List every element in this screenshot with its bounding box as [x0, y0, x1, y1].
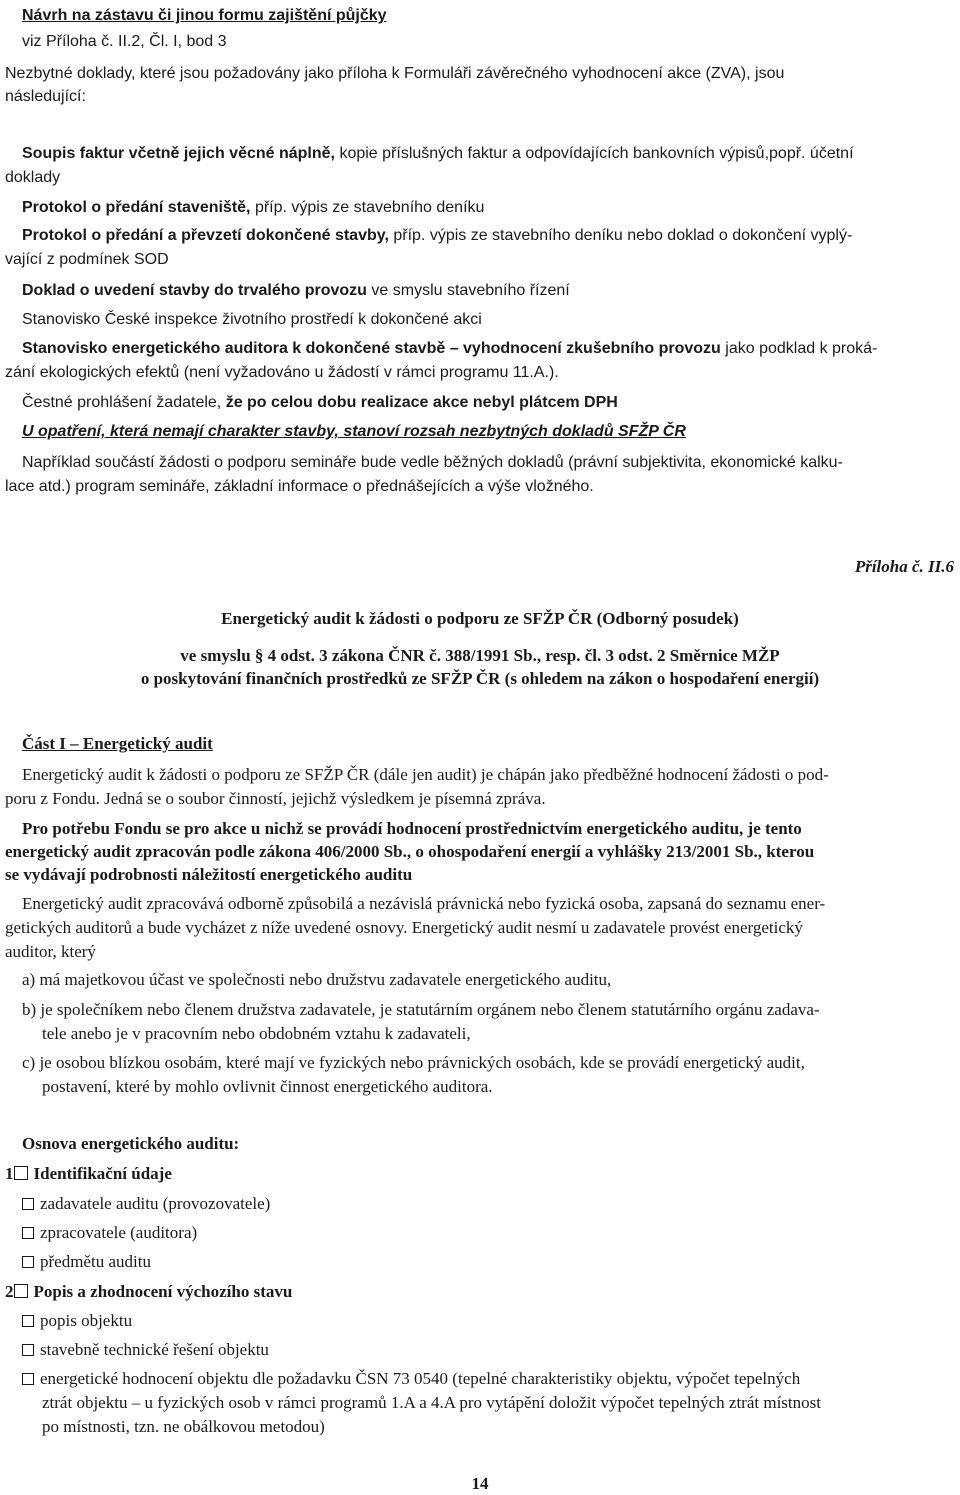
outline-s2-item-3-line1: energetické hodnocení objektu dle požadavku ČSN 73 0540 (tepelné charakteristiky objektu, výpočet tepelných: [22, 1368, 800, 1390]
appendix-subtitle1: ve smyslu § 4 odst. 3 zákona ČNR č. 388/1991 Sb., resp. čl. 3 odst. 2 Směrnice MŽP: [180, 646, 780, 665]
part1-p2-line2: energetický audit zpracován podle zákona 406/2000 Sb., o ohospodaření energií a vyhlášky 213/2001 Sb., kterou: [5, 842, 815, 861]
part1-p1-line1: Energetický audit k žádosti o podporu ze SFŽP ČR (dále jen audit) je chápán jako předběžné hodnocení žádosti o pod-: [22, 765, 829, 784]
outline-s2-item-2: stavebně technické řešení objektu: [22, 1339, 269, 1361]
part1-p3-line3: auditor, který: [5, 942, 96, 961]
part1-p1-line2: poru z Fondu. Jedná se o soubor činností, jejichž výsledkem je písemná zpráva.: [5, 789, 546, 808]
heading-collateral: Návrh na zástavu či jinou formu zajištění půjčky: [22, 7, 387, 24]
appendix-label: Příloha č. II.6: [854, 557, 954, 576]
page-number: 14: [471, 1474, 489, 1493]
checkbox-icon: [14, 1166, 28, 1180]
part1-heading: Část I – Energetický audit: [22, 734, 213, 753]
doc-item-auditor-opinion: Stanovisko energetického auditora k dokončené stavbě – vyhodnocení zkušebního provozu jako podklad k proká-: [22, 340, 878, 357]
outline-s1-item-1: zadavatele auditu (provozovatele): [22, 1193, 270, 1215]
outline-heading: Osnova energetického auditu:: [22, 1134, 240, 1153]
doc-item-inspection: Stanovisko České inspekce životního prostředí k dokončené akci: [22, 311, 482, 328]
documents-intro-line2: následující:: [5, 88, 86, 105]
doc-item-completion-protocol-cont: vající z podmínek SOD: [5, 251, 169, 268]
condition-b-line1: b) je společníkem nebo členem družstva zadavatele, je statutárním orgánem nebo členem statutárního orgánu zadava-: [22, 1000, 820, 1019]
doc-item-operation: Doklad o uvedení stavby do trvalého provozu ve smyslu stavebního řízení: [22, 282, 570, 299]
outline-s2-item-1: popis objektu: [22, 1310, 132, 1332]
appendix-title: Energetický audit k žádosti o podporu ze SFŽP ČR (Odborný posudek): [221, 609, 739, 628]
outline-s1-item-3: předmětu auditu: [22, 1251, 151, 1273]
doc-item-completion-protocol: Protokol o předání a převzetí dokončené stavby, příp. výpis ze stavebního deníku nebo doklad o dokončení vyplý-: [22, 227, 853, 244]
doc-item-auditor-opinion-cont: zání ekologických efektů (není vyžadováno u žádostí v rámci programu 11.A.).: [5, 364, 559, 381]
example-line2: lace atd.) program semináře, základní informace o přednášejících a výše vložného.: [5, 478, 594, 495]
documents-intro-line1: Nezbytné doklady, které jsou požadovány jako příloha k Formuláři závěrečného vyhodnocení akce (ZVA), jsou: [5, 65, 785, 82]
doc-item-vat-declaration: Čestné prohlášení žadatele, že po celou dobu realizace akce nebyl plátcem DPH: [22, 394, 618, 411]
appendix-subtitle2: o poskytování finančních prostředků ze SFŽP ČR (s ohledem na zákon o hospodaření energií): [140, 669, 820, 688]
checkbox-icon: [22, 1227, 34, 1239]
condition-c-line2: postavení, které by mohlo ovlivnit činnost energetického auditora.: [42, 1077, 493, 1096]
part1-p2-line1: Pro potřebu Fondu se pro akce u nichž se provádí hodnocení prostřednictvím energetického auditu, je tento: [22, 819, 802, 838]
outline-section-2: 2 Popis a zhodnocení výchozího stavu: [5, 1282, 293, 1301]
condition-a: a) má majetkovou účast ve společnosti nebo družstvu zadavatele energetického auditu,: [22, 970, 612, 989]
checkbox-icon: [14, 1284, 28, 1298]
example-line1: Například součástí žádosti o podporu semináře bude vedle běžných dokladů (právní subjektivita, ekonomické kalku-: [22, 454, 843, 471]
outline-s2-item-3-line2: ztrát objektu – u fyzických osob v rámci programů 1.A a 4.A pro vytápění doložit výpočet tepelných ztrát místnost: [42, 1393, 821, 1412]
condition-c-line1: c) je osobou blízkou osobám, které mají ve fyzických nebo právnických osobách, kde se provádí energetický audit,: [22, 1053, 805, 1072]
outline-s2-item-3-line3: po místnosti, tzn. ne obálkovou metodou): [42, 1417, 325, 1436]
doc-item-invoices: Soupis faktur včetně jejich věcné náplně, kopie příslušných faktur a odpovídajících bankovních výpisů,popř. účetní: [22, 145, 854, 162]
reference-line: viz Příloha č. II.2, Čl. I, bod 3: [22, 33, 227, 50]
doc-item-site-handover: Protokol o předání staveniště, příp. výpis ze stavebního deníku: [22, 199, 485, 216]
part1-p3-line1: Energetický audit zpracovává odborně způsobilá a nezávislá právnická nebo fyzická osoba, zapsaná do seznamu ener-: [22, 894, 826, 913]
outline-s1-item-2: zpracovatele (auditora): [22, 1222, 197, 1244]
checkbox-icon: [22, 1344, 34, 1356]
condition-b-line2: tele anebo je v pracovním nebo obdobném vztahu k zadavateli,: [42, 1024, 471, 1043]
checkbox-icon: [22, 1198, 34, 1210]
part1-p2-line3: se vydávají podrobnosti náležitostí energetického auditu: [5, 865, 413, 884]
checkbox-icon: [22, 1373, 34, 1385]
doc-item-invoices-cont: doklady: [5, 169, 61, 186]
checkbox-icon: [22, 1256, 34, 1268]
non-building-measures-heading: U opatření, která nemají charakter stavby, stanoví rozsah nezbytných dokladů SFŽP ČR: [22, 423, 686, 440]
outline-section-1: 1 Identifikační údaje: [5, 1164, 172, 1183]
part1-p3-line2: getických auditorů a bude vycházet z níže uvedené osnovy. Energetický audit nesmí u zadavatele provést energetický: [5, 918, 803, 937]
checkbox-icon: [22, 1315, 34, 1327]
